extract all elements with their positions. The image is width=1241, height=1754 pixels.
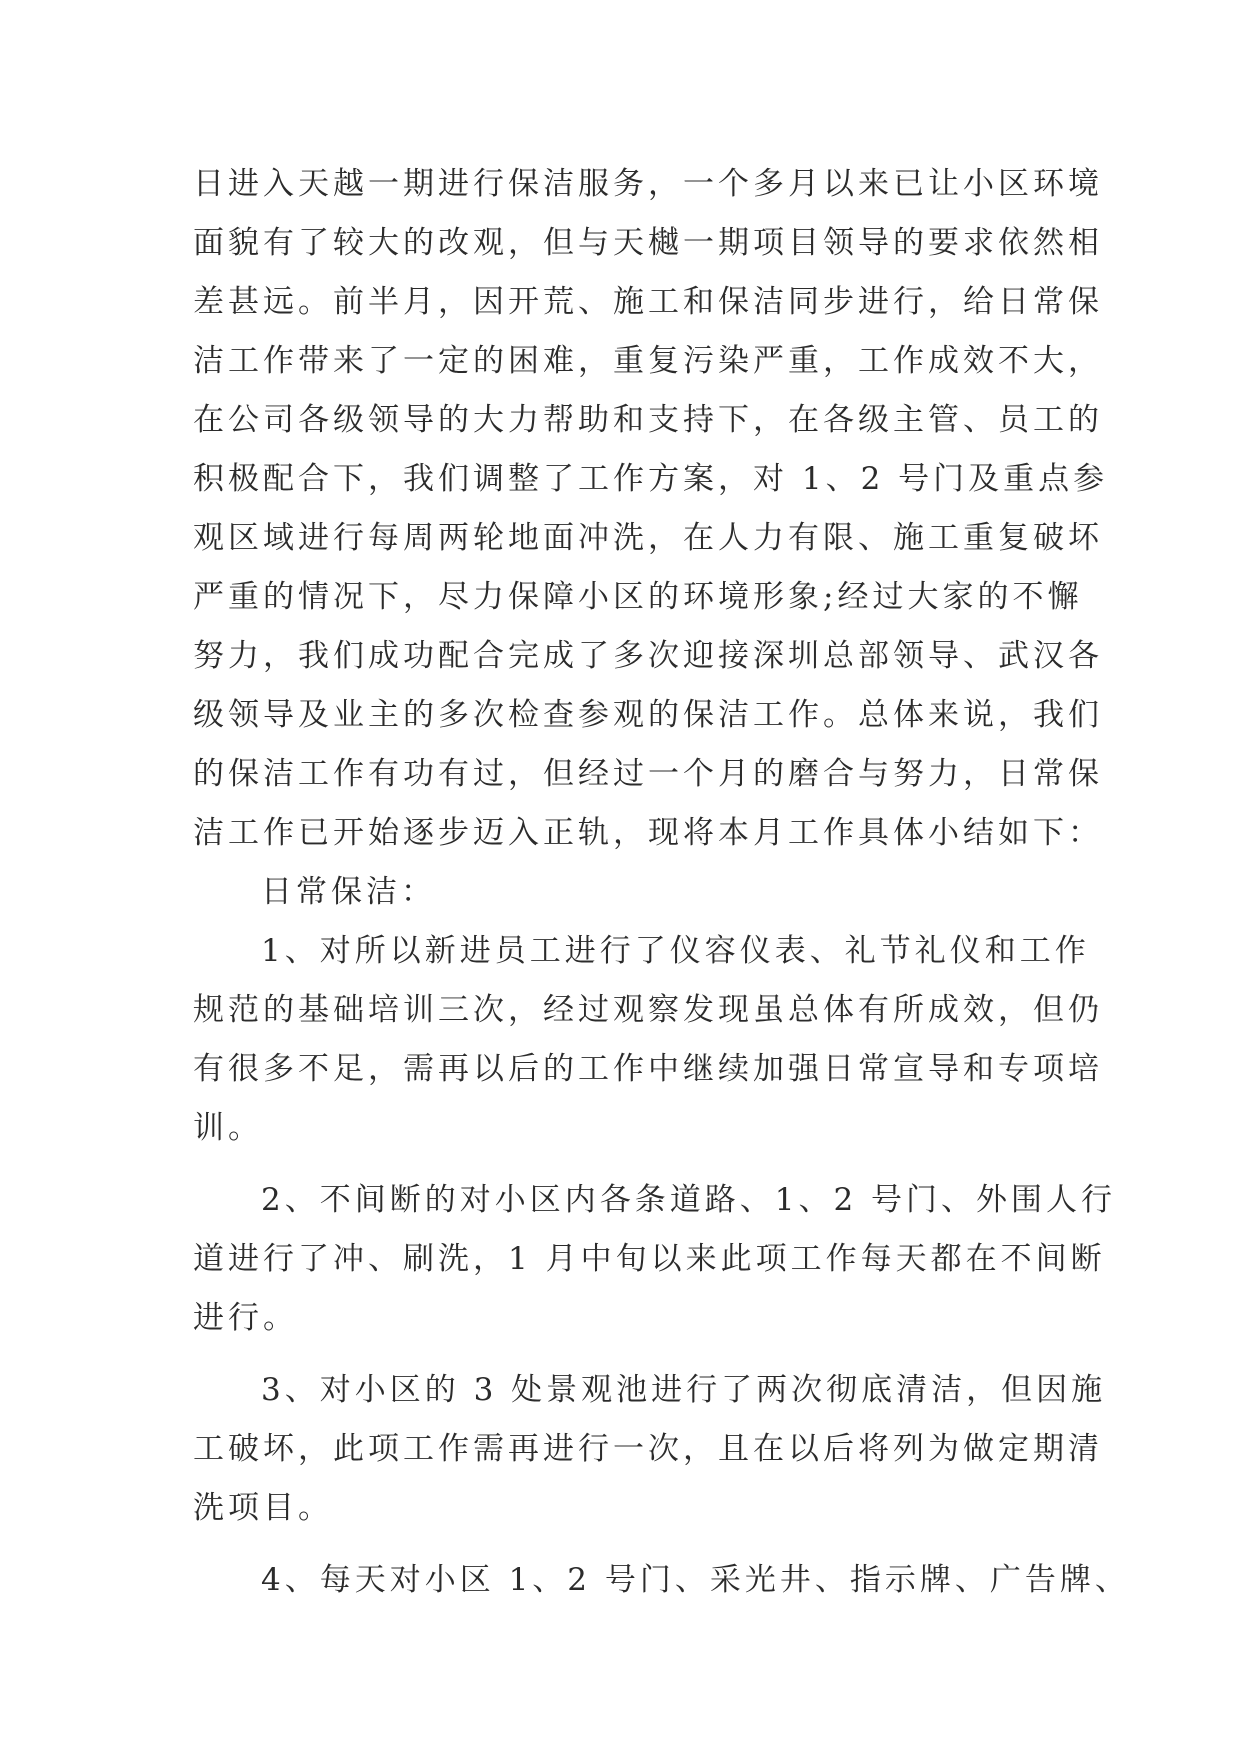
list-item-line: 道进行了冲、刷洗，1 月中旬以来此项工作每天都在不间断 bbox=[193, 1241, 1106, 1277]
list-item-line: 进行。 bbox=[193, 1300, 298, 1336]
list-item-line: 训。 bbox=[193, 1110, 263, 1146]
text-line: 洁工作带来了一定的困难，重复污染严重，工作成效不大， bbox=[193, 343, 1103, 379]
section-heading: 日常保洁： bbox=[261, 874, 436, 910]
list-item-line: 2、不间断的对小区内各条道路、1、2 号门、外围人行 bbox=[261, 1182, 1117, 1218]
text-line: 观区域进行每周两轮地面冲洗，在人力有限、施工重复破坏 bbox=[193, 520, 1103, 556]
text-line: 严重的情况下，尽力保障小区的环境形象;经过大家的不懈 bbox=[193, 579, 1083, 615]
list-item-line: 工破坏，此项工作需再进行一次，且在以后将列为做定期清 bbox=[193, 1431, 1103, 1467]
document-body bbox=[193, 155, 1130, 1610]
list-item-line: 规范的基础培训三次，经过观察发现虽总体有所成效，但仍 bbox=[193, 992, 1103, 1028]
text-line: 积极配合下，我们调整了工作方案，对 1、2 号门及重点参 bbox=[193, 461, 1109, 497]
text-line: 努力，我们成功配合完成了多次迎接深圳总部领导、武汉各 bbox=[193, 638, 1103, 674]
text-line: 的保洁工作有功有过，但经过一个月的磨合与努力，日常保 bbox=[193, 756, 1103, 792]
text-line: 在公司各级领导的大力帮助和支持下，在各级主管、员工的 bbox=[193, 402, 1103, 438]
list-item-line: 有很多不足，需再以后的工作中继续加强日常宣导和专项培 bbox=[193, 1051, 1103, 1087]
text-line: 面貌有了较大的改观，但与天樾一期项目领导的要求依然相 bbox=[193, 225, 1103, 261]
list-item-line: 1、对所以新进员工进行了仪容仪表、礼节礼仪和工作 bbox=[261, 933, 1090, 969]
text-line: 日进入天越一期进行保洁服务，一个多月以来已让小区环境 bbox=[193, 166, 1103, 202]
list-item-line: 洗项目。 bbox=[193, 1490, 333, 1526]
text-line: 洁工作已开始逐步迈入正轨，现将本月工作具体小结如下： bbox=[193, 815, 1103, 851]
list-item-line: 4、每天对小区 1、2 号门、采光井、指示牌、广告牌、 bbox=[261, 1562, 1130, 1598]
text-line: 差甚远。前半月，因开荒、施工和保洁同步进行，给日常保 bbox=[193, 284, 1103, 320]
text-line: 级领导及业主的多次检查参观的保洁工作。总体来说，我们 bbox=[193, 697, 1103, 733]
list-item-line: 3、对小区的 3 处景观池进行了两次彻底清洁，但因施 bbox=[261, 1372, 1107, 1408]
